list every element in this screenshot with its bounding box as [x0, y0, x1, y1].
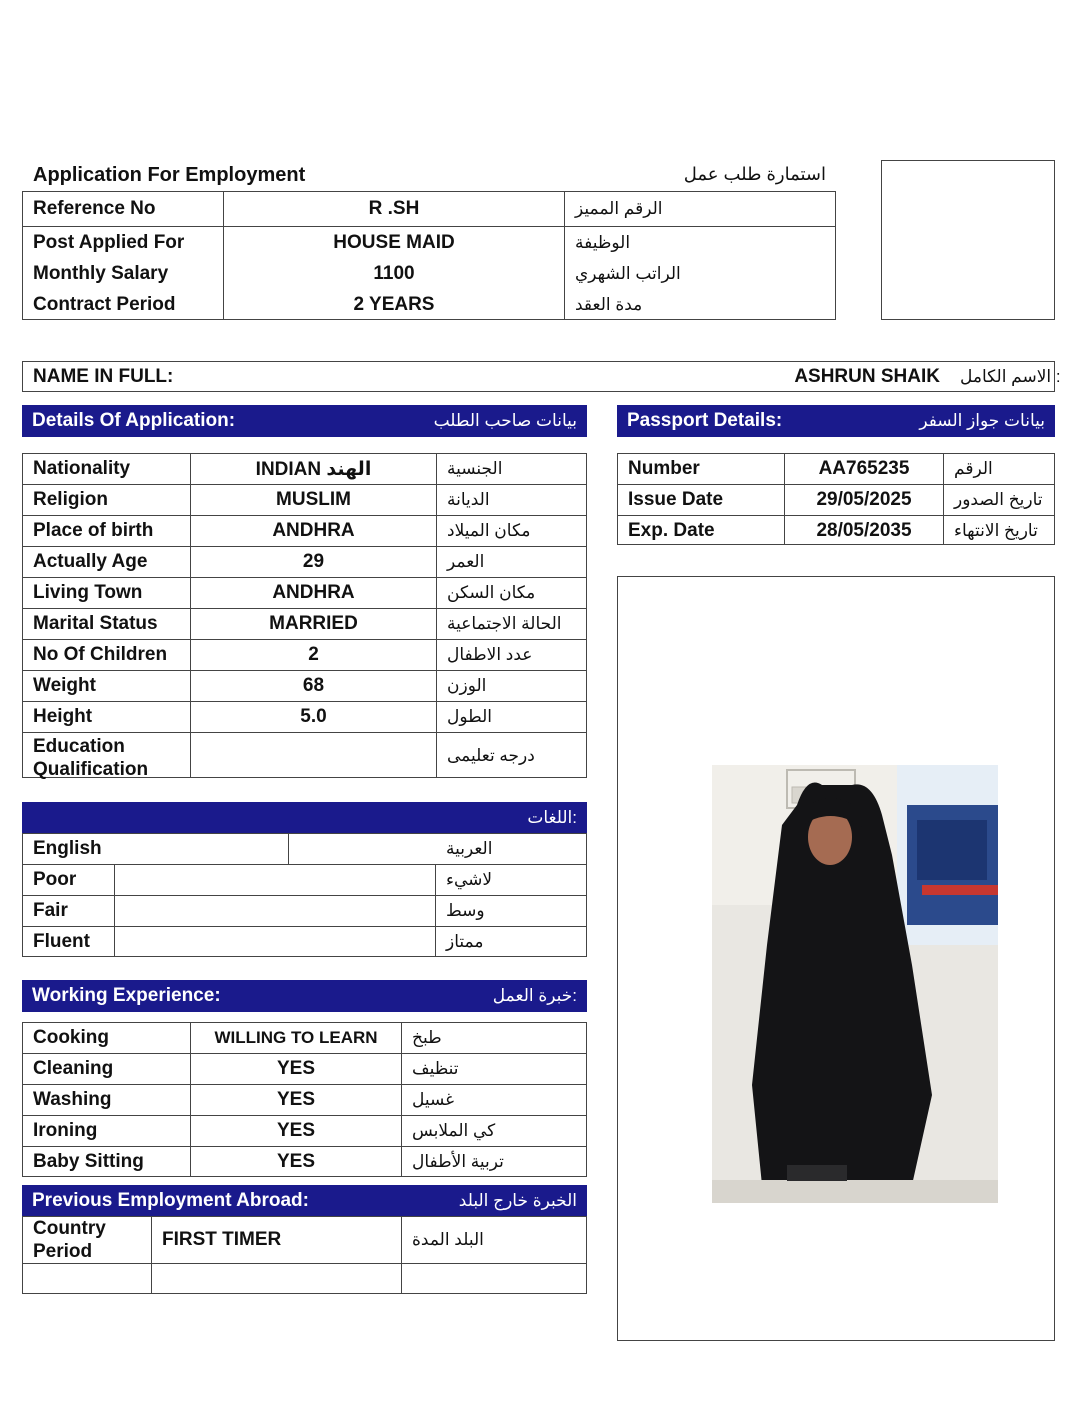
language-row-label: English: [33, 838, 102, 859]
passport-row-label: Issue Date: [628, 489, 724, 510]
passport-row-value: 28/05/2035: [816, 520, 912, 541]
top-row-value: HOUSE MAID: [333, 231, 455, 253]
top-row-value: 1100: [373, 262, 415, 284]
experience-row-label-ar: تربية الأطفال: [412, 1152, 504, 1171]
app-row-label: No Of Children: [33, 644, 168, 665]
top-row-label-ar: الرقم المميز: [575, 199, 663, 218]
abroad-label-period: Period: [33, 1241, 93, 1262]
experience-row-label-ar: طبخ: [412, 1028, 442, 1047]
app-row-label: Place of birth: [33, 520, 154, 541]
top-row-label: Monthly Salary: [33, 262, 169, 284]
language-row-label-ar: ممتاز: [446, 932, 484, 951]
app-row-label-ar: العمر: [447, 552, 485, 571]
languages-header: [22, 802, 587, 833]
experience-row-label: Washing: [33, 1089, 112, 1110]
language-row-label-ar: لاشيء: [446, 870, 493, 889]
abroad-label: [33, 1217, 106, 1263]
language-row-value: [289, 834, 436, 864]
passport-row-value: AA765235: [818, 458, 910, 479]
experience-title-ar: خبرة العمل:: [492, 986, 577, 1005]
abroad-title-ar: الخبرة خارج البلد: [458, 1190, 577, 1210]
name-label: NAME IN FULL:: [33, 366, 174, 387]
abroad-header: [22, 1185, 587, 1216]
abroad-value: FIRST TIMER: [162, 1229, 282, 1250]
experience-row-value: YES: [276, 1058, 316, 1079]
app-row-label-ar: الجنسية: [447, 459, 503, 478]
language-row-value: [115, 865, 435, 895]
app-row-value: MARRIED: [269, 613, 358, 634]
app-row-value: ANDHRA: [272, 520, 355, 541]
education-label: [33, 735, 148, 781]
passport-title-ar: بيانات جواز السفر: [919, 411, 1045, 430]
app-row-label-ar: الوزن: [447, 676, 487, 695]
experience-row-value: YES: [276, 1120, 316, 1141]
education-label-ar: درجه تعليمى: [447, 746, 535, 765]
passport-title: Passport Details:: [627, 410, 783, 431]
passport-row-label-ar: تاريخ الصدور: [954, 490, 1043, 509]
experience-row-value: YES: [276, 1151, 316, 1172]
education-label-line1: Education: [33, 736, 125, 757]
app-row-value: 29: [302, 551, 325, 572]
app-row-label-ar: الطول: [447, 707, 492, 726]
experience-row-label-ar: تنظيف: [412, 1059, 459, 1078]
app-row-label: Religion: [33, 489, 108, 510]
language-row-label: Fluent: [33, 931, 90, 952]
app-row-label-ar: مكان السكن: [447, 583, 536, 602]
languages-title-ar: اللغات:: [527, 807, 577, 827]
form-title-ar: استمارة طلب عمل: [683, 164, 826, 184]
application-header: [22, 405, 587, 437]
passport-header: [617, 405, 1055, 437]
app-row-label-ar: عدد الاطفال: [447, 645, 533, 664]
applicant-photo: [712, 765, 998, 1203]
top-row-label-ar: الراتب الشهري: [575, 263, 681, 283]
app-row-label: Living Town: [33, 582, 143, 603]
education-value: [191, 733, 436, 779]
language-row-label: Poor: [33, 869, 77, 890]
experience-row-label-ar: غسيل: [412, 1090, 455, 1109]
app-row-value: 5.0: [300, 706, 327, 727]
application-title: Details Of Application:: [32, 410, 236, 431]
top-row-label: Contract Period: [33, 293, 176, 315]
language-row-label-ar: وسط: [446, 901, 485, 920]
experience-row-label: Ironing: [33, 1120, 98, 1141]
small-photo-box: [881, 160, 1055, 320]
experience-row-label: Cooking: [33, 1027, 109, 1048]
top-row-label: Reference No: [33, 198, 156, 219]
app-row-label-ar: الحالة الاجتماعية: [447, 614, 562, 633]
language-row-value: [115, 896, 435, 926]
experience-header: [22, 980, 587, 1012]
app-row-label: Actually Age: [33, 551, 148, 572]
abroad-label-country: Country: [33, 1218, 106, 1239]
app-row-value: ANDHRA: [272, 582, 355, 603]
language-row-label: Fair: [33, 900, 68, 921]
app-row-label: Weight: [33, 675, 96, 696]
passport-row-label: Number: [628, 458, 700, 479]
experience-row-label: Cleaning: [33, 1058, 114, 1079]
passport-row-value: 29/05/2025: [816, 489, 912, 510]
app-row-value: INDIAN الهند: [255, 458, 372, 480]
passport-row-label-ar: تاريخ الانتهاء: [954, 521, 1038, 540]
app-row-value: 68: [302, 675, 325, 696]
application-title-ar: بيانات صاحب الطلب: [433, 411, 577, 430]
experience-row-value: YES: [276, 1089, 316, 1110]
app-row-label: Nationality: [33, 458, 131, 479]
passport-row-label-ar: الرقم: [954, 459, 993, 478]
passport-row-label: Exp. Date: [628, 520, 715, 541]
language-row-value: [115, 927, 435, 957]
app-row-label-ar: مكان الميلاد: [447, 521, 531, 540]
experience-title: Working Experience:: [32, 985, 221, 1006]
app-row-label-ar: الديانة: [447, 490, 490, 509]
top-row-value: 2 YEARS: [353, 293, 435, 315]
top-row-label: Post Applied For: [33, 231, 185, 253]
top-row-label-ar: مدة العقد: [575, 294, 643, 314]
name-value: ASHRUN SHAIK: [794, 366, 940, 387]
experience-row-value: WILLING TO LEARN: [214, 1028, 378, 1047]
form-title: Application For Employment: [33, 164, 306, 186]
top-row-value: R .SH: [368, 198, 420, 219]
app-row-value: 2: [308, 644, 319, 665]
abroad-title: Previous Employment Abroad:: [32, 1189, 309, 1211]
top-row-label-ar: الوظيفة: [575, 232, 631, 252]
experience-row-label: Baby Sitting: [33, 1151, 144, 1172]
app-row-value: MUSLIM: [276, 489, 351, 510]
app-row-label: Height: [33, 706, 93, 727]
app-row-label: Marital Status: [33, 613, 158, 634]
experience-row-label-ar: كي الملابس: [412, 1121, 496, 1140]
education-label-line2: Qualification: [33, 759, 149, 780]
abroad-label-ar: البلد المدة: [412, 1230, 484, 1249]
name-label-ar: : الاسم الكامل: [960, 367, 1061, 386]
language-row-label-ar: العربية: [446, 839, 493, 858]
